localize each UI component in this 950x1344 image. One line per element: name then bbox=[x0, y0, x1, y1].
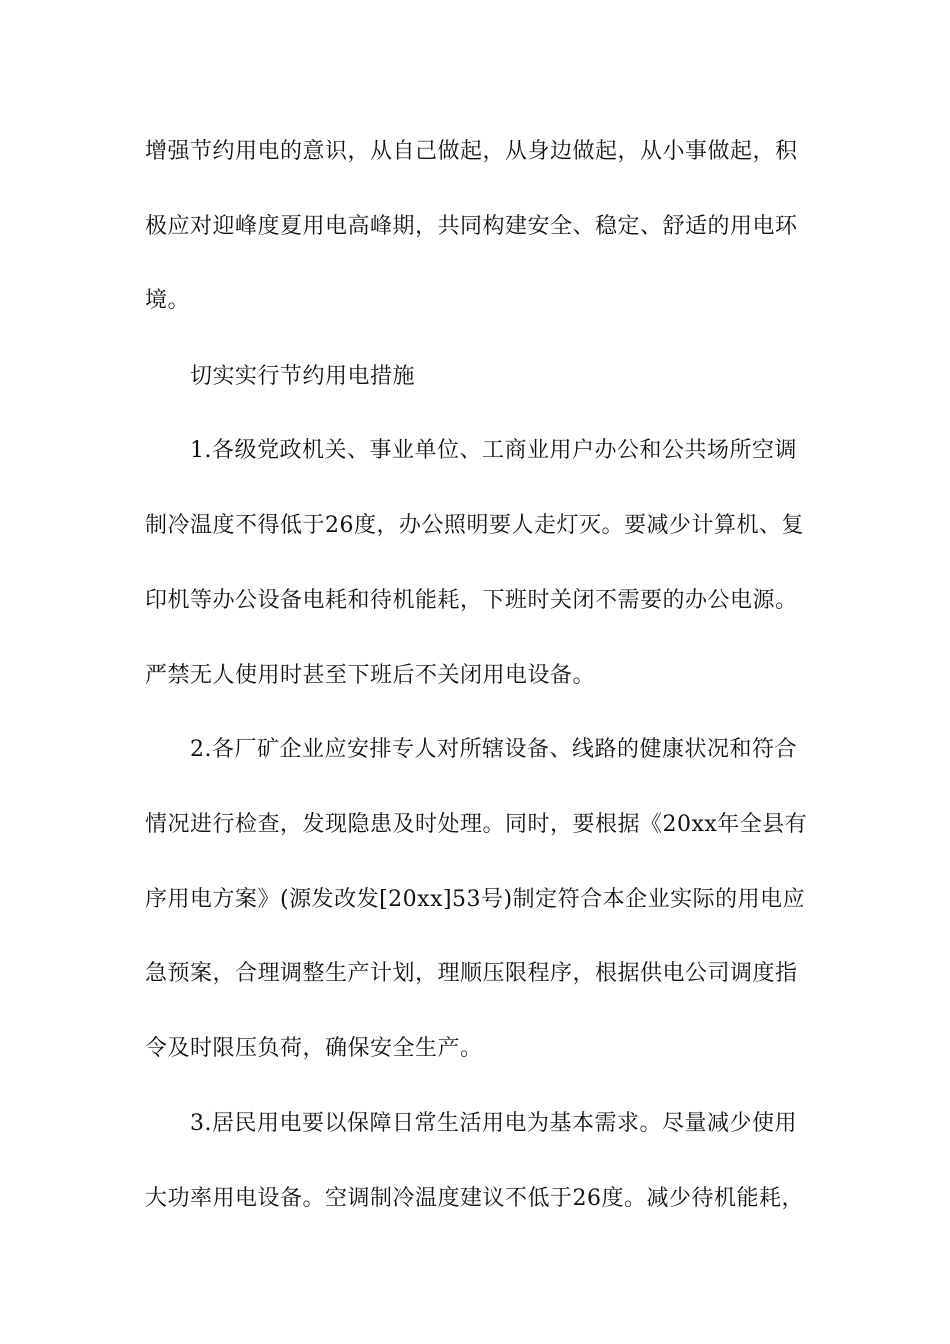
paragraph-line: 大功率用电设备。空调制冷温度建议不低于26度。减少待机能耗， bbox=[145, 1186, 804, 1211]
paragraph-line: 印机等办公设备电耗和待机能耗，下班时关闭不需要的办公电源。 bbox=[145, 588, 798, 613]
section-heading: 切实实行节约用电措施 bbox=[190, 364, 416, 389]
paragraph-line: 令及时限压负荷，确保安全生产。 bbox=[145, 1036, 483, 1061]
paragraph-line: 1.各级党政机关、事业单位、工商业用户办公和公共场所空调 bbox=[190, 438, 797, 463]
paragraph-line: 境。 bbox=[145, 288, 191, 313]
paragraph-line: 严禁无人使用时甚至下班后不关闭用电设备。 bbox=[145, 663, 596, 688]
paragraph-line: 制冷温度不得低于26度，办公照明要人走灯灭。要减少计算机、复 bbox=[145, 513, 804, 538]
paragraph-line: 2.各厂矿企业应安排专人对所辖设备、线路的健康状况和符合 bbox=[190, 737, 797, 762]
paragraph-line: 极应对迎峰度夏用电高峰期，共同构建安全、稳定、舒适的用电环 bbox=[145, 214, 798, 239]
paragraph-line: 情况进行检查，发现隐患及时处理。同时，要根据《20xx年全县有 bbox=[145, 812, 808, 837]
paragraph-line: 急预案，合理调整生产计划，理顺压限程序，根据供电公司调度指 bbox=[145, 961, 798, 986]
paragraph-line: 序用电方案》(源发改发[20xx]53号)制定符合本企业实际的用电应 bbox=[145, 887, 806, 912]
paragraph-line: 3.居民用电要以保障日常生活用电为基本需求。尽量减少使用 bbox=[190, 1111, 797, 1136]
paragraph-line: 增强节约用电的意识，从自己做起，从身边做起，从小事做起，积 bbox=[145, 139, 798, 164]
